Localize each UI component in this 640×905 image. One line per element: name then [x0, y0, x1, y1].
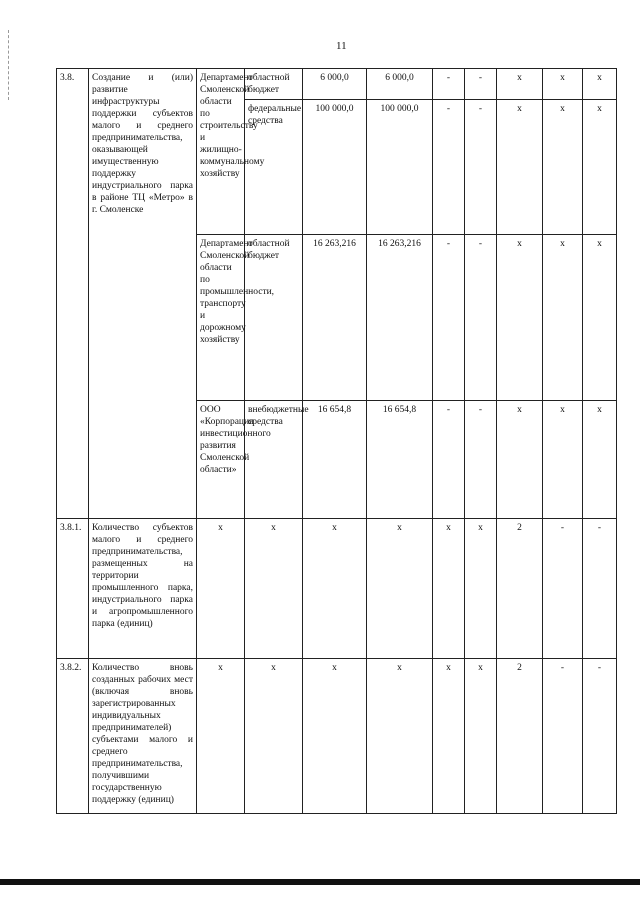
value-cell: 16 263,216: [367, 235, 433, 401]
value-cell: x: [543, 69, 583, 100]
value-cell: x: [367, 519, 433, 659]
scan-bottom-edge: [0, 879, 640, 885]
value-cell: 2: [497, 659, 543, 814]
value-cell: x: [497, 69, 543, 100]
row-name: Количество субъектов малого и среднего предпринимательства, размещенных на территории промышленного парка, индустриального парка и агропромышленного парка (единиц): [89, 519, 197, 659]
value-cell: x: [197, 659, 245, 814]
source-cell: областной бюджет: [245, 69, 303, 100]
value-cell: -: [583, 519, 617, 659]
value-cell: x: [497, 235, 543, 401]
value-cell: 100 000,0: [303, 100, 367, 235]
value-cell: -: [543, 659, 583, 814]
value-cell: x: [583, 100, 617, 235]
value-cell: 16 654,8: [367, 401, 433, 519]
value-cell: x: [543, 401, 583, 519]
value-cell: x: [497, 100, 543, 235]
value-cell: -: [583, 659, 617, 814]
value-cell: 6 000,0: [303, 69, 367, 100]
value-cell: x: [497, 401, 543, 519]
value-cell: x: [197, 519, 245, 659]
value-cell: 6 000,0: [367, 69, 433, 100]
source-cell: областной бюджет: [245, 235, 303, 401]
value-cell: x: [465, 659, 497, 814]
value-cell: 16 263,216: [303, 235, 367, 401]
value-cell: x: [583, 401, 617, 519]
row-name: Количество вновь созданных рабочих мест (включая вновь зарегистрированных индивидуальных предпринимателей) субъектами малого и среднего предпринимательства, получившими государственную поддержку (единиц): [89, 659, 197, 814]
value-cell: x: [543, 100, 583, 235]
value-cell: -: [433, 100, 465, 235]
table-row: [57, 69, 617, 100]
value-cell: x: [245, 519, 303, 659]
executor-cell: ООО «Корпорация инвестиционного развития Смоленской области»: [197, 401, 245, 519]
value-cell: x: [465, 519, 497, 659]
scan-margin-mark: [8, 30, 10, 100]
value-cell: x: [245, 659, 303, 814]
row-number: 3.8.2.: [57, 659, 89, 814]
value-cell: -: [433, 69, 465, 100]
source-cell: федеральные средства: [245, 100, 303, 235]
value-cell: -: [433, 235, 465, 401]
value-cell: 2: [497, 519, 543, 659]
table-row: [57, 519, 617, 659]
value-cell: 16 654,8: [303, 401, 367, 519]
value-cell: -: [433, 401, 465, 519]
value-cell: x: [543, 235, 583, 401]
value-cell: x: [433, 659, 465, 814]
value-cell: x: [583, 69, 617, 100]
row-name: Создание и (или) развитие инфраструктуры поддержки субъектов малого и среднего предпринимательства, оказывающей имущественную поддержку индустриального парка в районе ТЦ «Метро» в г. Смоленске: [89, 69, 197, 519]
value-cell: x: [303, 659, 367, 814]
page-number: 11: [336, 40, 347, 52]
value-cell: 100 000,0: [367, 100, 433, 235]
row-number: 3.8.1.: [57, 519, 89, 659]
row-number: 3.8.: [57, 69, 89, 519]
value-cell: -: [465, 100, 497, 235]
value-cell: x: [433, 519, 465, 659]
source-cell: внебюджетные средства: [245, 401, 303, 519]
value-cell: -: [465, 235, 497, 401]
executor-cell: Департамент Смоленской области по промышленности, транспорту и дорожному хозяйству: [197, 235, 245, 401]
value-cell: x: [367, 659, 433, 814]
table-row: [57, 659, 617, 814]
budget-table: [56, 68, 617, 814]
executor-cell: Департамент Смоленской области по строительству и жилищно-коммунальному хозяйству: [197, 69, 245, 235]
value-cell: -: [543, 519, 583, 659]
value-cell: -: [465, 69, 497, 100]
value-cell: -: [465, 401, 497, 519]
value-cell: x: [583, 235, 617, 401]
value-cell: x: [303, 519, 367, 659]
